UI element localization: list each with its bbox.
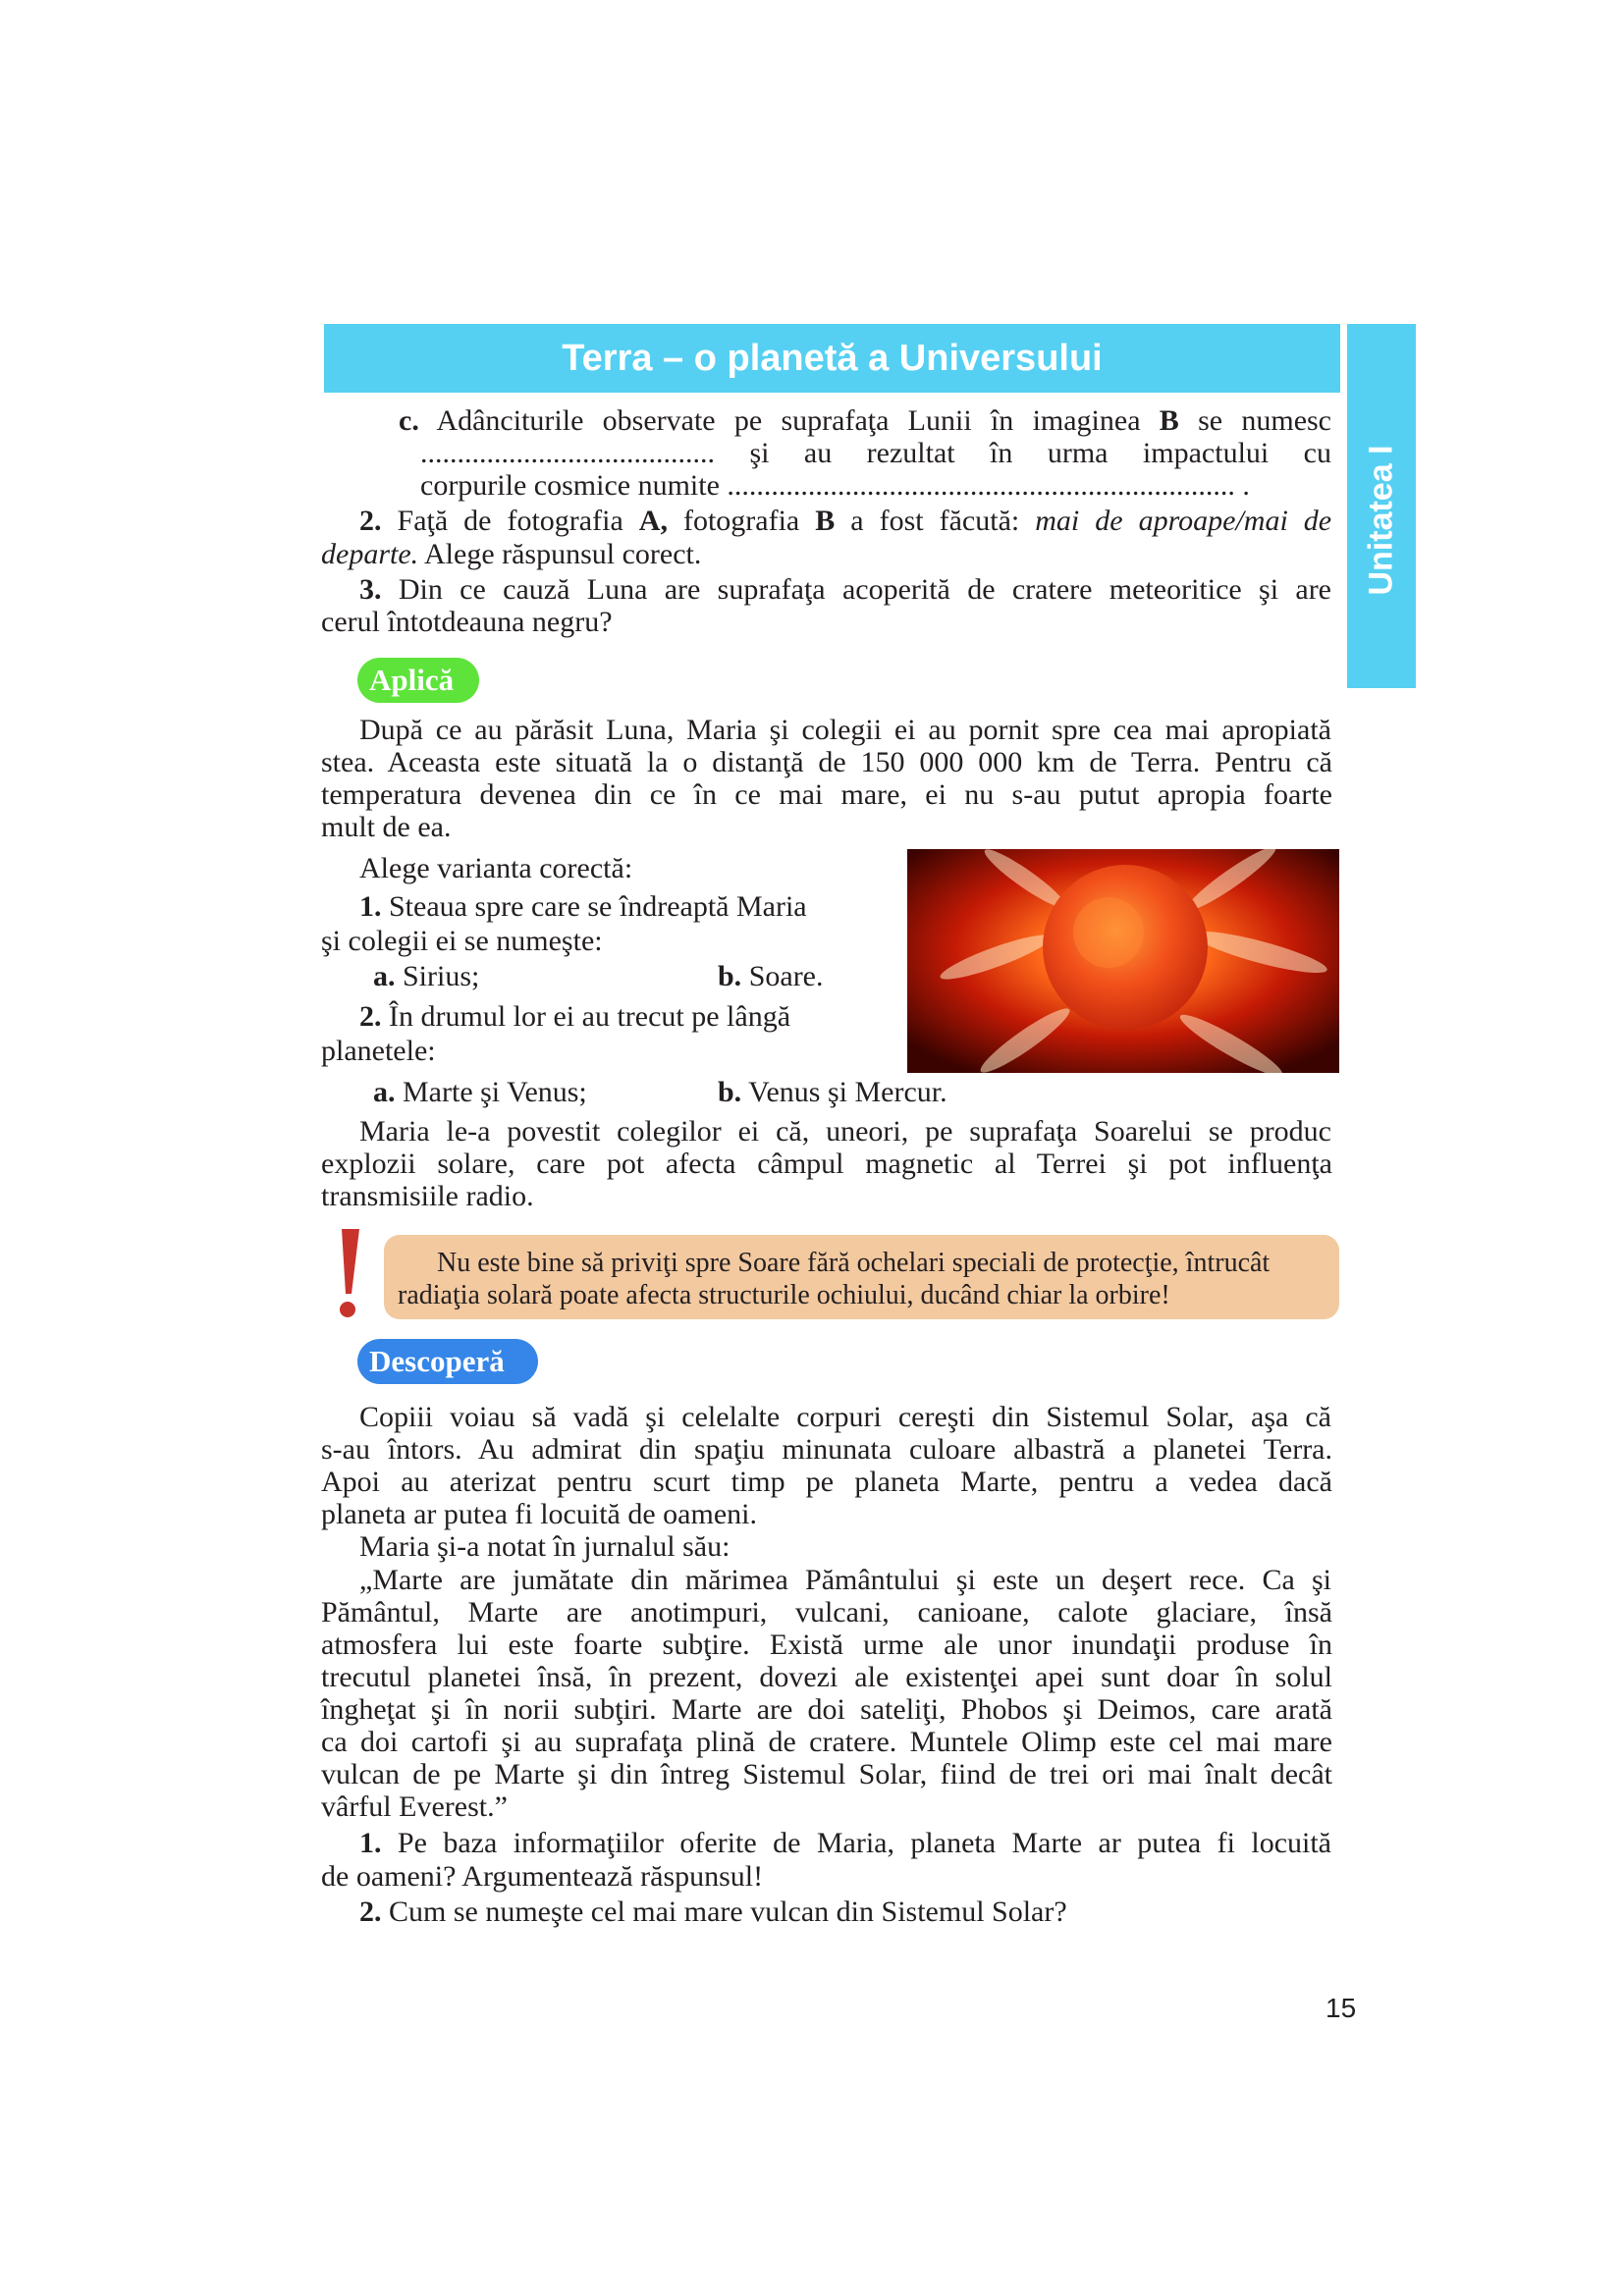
aplica-para2-line: Maria le-a povestit colegilor ei că, uneori, pe suprafaţa Soarelui se produc [359, 1115, 1331, 1148]
q2-line1: 2. Faţă de fotografia A, fotografia B a fost făcută: mai de aproape/mai de [359, 505, 1332, 537]
aplica-para-line: După ce au părăsit Luna, Maria şi colegii ei au pornit spre cea mai apropiată [359, 714, 1331, 746]
journal-intro: Maria şi-a notat în jurnalul său: [359, 1530, 730, 1563]
descopera-para-line: planeta ar putea fi locuită de oameni. [321, 1498, 757, 1530]
sun-image [907, 849, 1339, 1073]
aplica-para2-line: transmisiile radio. [321, 1180, 534, 1212]
descopera-para-line: Apoi au aterizat pentru scurt timp pe planeta Marte, pentru a vedea dacă [321, 1466, 1332, 1498]
q1c-line3: corpurile cosmice numite ..................................................................... . [420, 469, 1250, 502]
warning-line: Nu este bine să priviţi spre Soare fără ochelari speciali de protecţie, întrucât [437, 1248, 1271, 1278]
sun-illustration [907, 849, 1339, 1073]
descopera-badge: Descoperă [357, 1339, 538, 1384]
unit-label: Unitatea I [1362, 445, 1400, 596]
chapter-title-banner [324, 324, 1340, 393]
q3-line2: cerul întotdeauna negru? [321, 606, 613, 638]
q1c-line1: c. Adânciturile observate pe suprafaţa Lunii în imaginea B se numesc [399, 404, 1331, 437]
aplica-item2-option-a: a. Marte şi Venus; [373, 1076, 587, 1108]
journal-quote-line: „Marte are jumătate din mărimea Pământului şi este un deşert rece. Ca şi [359, 1564, 1331, 1596]
journal-quote-line: atmosfera lui este foarte subţire. Există urme ale unor inundaţii produse în [321, 1629, 1332, 1661]
journal-quote-line: vârful Everest.” [321, 1790, 508, 1823]
q2-line2: departe. Alege răspunsul corect. [321, 538, 702, 570]
aplica-badge: Aplică [357, 658, 479, 703]
aplica-para2-line: explozii solare, care pot afecta câmpul magnetic al Terrei şi pot influenţa [321, 1148, 1332, 1180]
warning-box [384, 1235, 1339, 1319]
aplica-item2-line2: planetele: [321, 1035, 436, 1067]
unit-side-tab [1347, 324, 1416, 688]
aplica-para-line: temperatura devenea din ce în ce mai mare, ei nu s-au putut apropia foarte [321, 778, 1332, 811]
journal-quote-line: îngheţat şi în norii subţiri. Marte are doi sateliţi, Phobos şi Deimos, care arată [321, 1693, 1332, 1726]
descopera-q1-line2: de oameni? Argumentează răspunsul! [321, 1860, 764, 1893]
aplica-item1-line2: şi colegii ei se numeşte: [321, 925, 603, 957]
journal-quote-line: ca doi cartofi şi au suprafaţa plină de cratere. Muntele Olimp este cel mai mare [321, 1726, 1332, 1758]
aplica-instruction: Alege varianta corectă: [359, 852, 633, 884]
aplica-item1-line1: 1. Steaua spre care se îndreaptă Maria [359, 890, 807, 923]
q1c-line2: ........................................ şi au rezultat în urma impactului cu [420, 437, 1331, 469]
descopera-q1-line1: 1. Pe baza informaţiilor oferite de Maria, planeta Marte ar putea fi locuită [359, 1827, 1331, 1859]
chapter-title: Terra – o planetă a Universului [562, 338, 1103, 379]
aplica-para-line: stea. Aceasta este situată la o distanţă de 150 000 000 km de Terra. Pentru că [321, 746, 1332, 778]
aplica-item1-option-a: a. Sirius; [373, 960, 480, 992]
descopera-para-line: Copiii voiau să vadă şi celelalte corpuri cereşti din Sistemul Solar, aşa că [359, 1401, 1331, 1433]
aplica-item1-option-b: b. Soare. [718, 960, 824, 992]
journal-quote-line: trecutul planetei însă, în prezent, dovezi ale existenţei apei sunt doar în solul [321, 1661, 1332, 1693]
journal-quote-line: Pământul, Marte are anotimpuri, vulcani, canioane, calote glaciare, însă [321, 1596, 1332, 1629]
page-number: 15 [1325, 1993, 1357, 2023]
aplica-item2-line1: 2. În drumul lor ei au trecut pe lângă [359, 1000, 791, 1033]
aplica-item2-option-b: b. Venus şi Mercur. [718, 1076, 947, 1108]
q3-line1: 3. Din ce cauză Luna are suprafaţa acoperită de cratere meteoritice şi are [359, 573, 1332, 606]
descopera-para-line: s-au întors. Au admirat din spaţiu minunata culoare albastră a planetei Terra. [321, 1433, 1332, 1466]
warning-exclamation-icon [328, 1225, 367, 1323]
descopera-q2: 2. Cum se numeşte cel mai mare vulcan din Sistemul Solar? [359, 1896, 1067, 1928]
aplica-para-line: mult de ea. [321, 811, 452, 843]
journal-quote-line: vulcan de pe Marte şi din întreg Sistemul Solar, fiind de trei ori mai înalt decât [321, 1758, 1332, 1790]
warning-line: radiaţia solară poate afecta structurile ochiului, ducând chiar la orbire! [398, 1280, 1170, 1310]
